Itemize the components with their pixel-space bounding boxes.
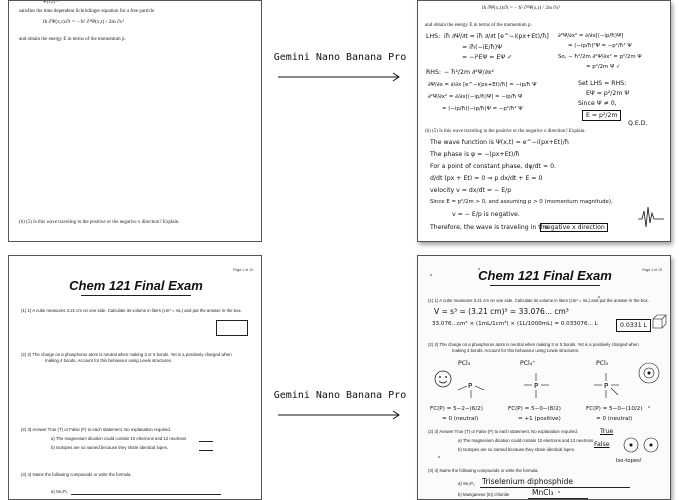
cube-sketch-icon bbox=[652, 314, 668, 330]
page-number: Page 1 of 13 bbox=[233, 268, 253, 272]
question-3b: b) Isotopes are so named because they share identical lopes. bbox=[458, 447, 576, 452]
physics-original-page bbox=[8, 0, 262, 242]
answer-blank-3b[interactable] bbox=[199, 450, 213, 451]
question-2-line-1: (2) 2) The charge on a phosphorus atom is neutral when making 3 or 5 bonds. Yet is a positively charged when bbox=[21, 352, 232, 357]
signature-scribble-icon bbox=[636, 201, 666, 231]
svg-text:P: P bbox=[534, 382, 539, 390]
isotope-note: Iso-topes! bbox=[616, 458, 642, 464]
answer-line-5: velocity v = dx/dt = − E/p bbox=[430, 187, 512, 194]
instruction-text-2: and obtain the energy E in terms of the momentum p. bbox=[19, 37, 126, 42]
lewis-label-pcl5: PCl₅ bbox=[596, 360, 609, 367]
question-4: (3) 4) Name the following compounds or write the formula. bbox=[428, 468, 539, 473]
rhs-line-2: ∂Ψ/∂x = ∂/∂x [e^−i(px+Et)/ħ] = −ip/ħ Ψ bbox=[428, 82, 537, 88]
question-2-line-2: making 4 bonds. Account for this behaviour using Lewis structures. bbox=[452, 348, 580, 353]
answer-line-2: The phase is φ = −(px+Et)/ħ bbox=[430, 151, 520, 158]
lhs-line-3: = −i²EΨ = EΨ ✓ bbox=[462, 54, 513, 61]
conversion-line: 33.076...cm³ × (1mL/1cm³) × (1L/1000mL) = 0.033076... L bbox=[432, 321, 598, 327]
question-1: (1) 1) A cube measures 3.21 cm on one side. Calculate its volume in liters (cm³ = mL) and put the answer in the box. bbox=[428, 298, 649, 303]
transform-arrow-bottom bbox=[270, 390, 410, 430]
answer-false: False bbox=[594, 441, 610, 448]
right-arrow-icon bbox=[278, 72, 403, 82]
qed-mark: Q.E.D. bbox=[628, 120, 648, 127]
rhs-line-3: ∂²Ψ/∂x² = ∂/∂x[(−ip/ħ)Ψ] = −ip/ħ Ψ bbox=[428, 94, 523, 100]
isotope-sketch-icon bbox=[622, 436, 662, 454]
question-3: (2) 3) Answer True (T) or False (F) to each statement. No explanation required. bbox=[21, 427, 171, 432]
right-line-3: So, − ħ²/2m ∂²Ψ/∂x² = p²/2m Ψ bbox=[558, 54, 642, 60]
right-line-2: = (−ip/ħ)²Ψ = −p²/ħ² Ψ bbox=[568, 43, 632, 49]
fc-pcl4-result: = +1 (positive) bbox=[518, 416, 561, 422]
question-b: (b) (5) Is this wave traveling in the positive or the negative x direction? Explain. bbox=[425, 129, 586, 134]
fc-pcl3: FC(P) = 5−2−(6/2) bbox=[430, 406, 483, 412]
question-4: (3) 4) Name the following compounds or write the formula. bbox=[21, 472, 132, 477]
instruction-text: satisfies the time dependent Schrödinger equation for a free particle bbox=[19, 9, 155, 14]
fc-pcl5: FC(P) = 5−0−(10/2) bbox=[586, 406, 643, 412]
page-number: Page 1 of 13 bbox=[642, 268, 662, 272]
boxed-volume-answer: 0.0331 L bbox=[616, 319, 651, 332]
question-4a: a) Se₂P₃ bbox=[51, 489, 68, 494]
answer-line-4: d/dt (px + Et) = 0 ⇒ p dx/dt + E = 0 bbox=[430, 175, 543, 182]
schrodinger-equation: iħ ∂Ψ(x,t)/∂t = − ħ² ∂²Ψ(x,t) / 2m ∂x² bbox=[482, 5, 561, 11]
question-3a: a) The magnesium dication could contain 10 electrons and 12 neutrons bbox=[458, 438, 594, 443]
question-3a: a) The magnesium dication could contain 10 electrons and 12 neutrons bbox=[51, 436, 187, 441]
instruction-text: and obtain the energy E in terms of the momentum p. bbox=[425, 23, 532, 28]
answer-4b: MnCl₃ bbox=[532, 488, 554, 497]
right-line-4: = p²/2m Ψ ✓ bbox=[586, 64, 621, 70]
lewis-label-pcl4: PCl₄⁺ bbox=[520, 360, 536, 367]
answer-line-1: The wave function is Ψ(x,t) = e^−i(px+Et)/ħ bbox=[430, 139, 570, 146]
answer-line-7: v = − E/p is negative. bbox=[452, 211, 520, 218]
answer-line-4a bbox=[480, 487, 630, 488]
schrodinger-equation: iħ ∂Ψ(x,t)/∂t = − ħ² ∂²Ψ(x,t) / 2m ∂x² bbox=[43, 19, 125, 25]
chem-original-page bbox=[8, 255, 262, 500]
rhs-line-1: − ħ²/2m ∂²Ψ/∂x² bbox=[444, 69, 494, 76]
question-3: (2) 3) Answer True (T) or False (F) to each statement. No explanation required. bbox=[428, 429, 578, 434]
title-underline bbox=[490, 285, 600, 286]
question-b: (b) (5) Is this wave traveling in the positive or the negative x direction? Explain. bbox=[19, 220, 180, 225]
atom-sketch-icon bbox=[636, 360, 662, 386]
question-4b-label: b) Manganese (III) chloride bbox=[458, 492, 510, 497]
right-line-6: EΨ = p²/2m Ψ bbox=[586, 90, 630, 97]
question-2-line-2: making 4 bonds. Account for this behaviour using Lewis structures. bbox=[45, 358, 173, 363]
answer-4a: Triselenium diphosphide bbox=[482, 477, 573, 486]
boxed-energy-answer: E = p²/2m bbox=[582, 110, 621, 121]
lhs-line-2: = iħ(−iE/ħ)Ψ bbox=[462, 44, 503, 51]
boxed-direction-answer: negative x direction bbox=[540, 223, 608, 232]
smiley-face-icon bbox=[432, 368, 454, 390]
lhs-label: LHS: bbox=[426, 33, 441, 40]
answer-line-3: For a point of constant phase, dφ/dt = 0. bbox=[430, 163, 557, 170]
right-line-1: ∂²Ψ/∂x² = ∂/∂x[(−ip/ħ)Ψ] bbox=[558, 33, 624, 39]
answer-line-8: Therefore, the wave is traveling in the bbox=[430, 224, 549, 231]
svg-text:P: P bbox=[468, 382, 473, 390]
question-2-line-1: (2) 2) The charge on a phosphorus atom is neutral when making 3 or 5 bonds. Yet is a positively charged when bbox=[428, 342, 639, 347]
rhs-label: RHS: bbox=[426, 69, 441, 76]
lewis-structures-sketch bbox=[454, 368, 654, 402]
answer-line-4b bbox=[528, 498, 588, 499]
fc-pcl4: FC(P) = 5−0−(8/2) bbox=[508, 406, 561, 412]
answer-blank-3a[interactable] bbox=[199, 441, 213, 442]
answer-line-4a[interactable] bbox=[71, 494, 221, 495]
svg-text:P: P bbox=[604, 382, 609, 390]
question-1: (1) 1) A cube measures 3.21 cm on one side. Calculate its volume in liters (cm³ = mL) and put the answer in the box. bbox=[21, 308, 242, 313]
title-underline bbox=[81, 295, 191, 296]
right-line-7: Since Ψ ≠ 0, bbox=[578, 100, 617, 107]
answer-true: True bbox=[600, 428, 614, 435]
model-label-top: Gemini Nano Banana Pro bbox=[273, 52, 407, 63]
question-3b: b) Isotopes are so named because they share identical lopes. bbox=[51, 445, 169, 450]
lhs-line-1: iħ ∂Ψ/∂t = iħ ∂/∂t [e^−i(px+Et)/ħ] bbox=[444, 33, 549, 40]
rhs-line-4: = (−ip/ħ)(−ip/ħ)Ψ = −p²/ħ² Ψ bbox=[442, 106, 523, 112]
answer-box[interactable] bbox=[216, 320, 248, 336]
answer-line-6: Since E = p²/2m > 0, and assuming p > 0 (momentum magnitude), bbox=[430, 199, 613, 205]
fc-pcl5-result: = 0 (neutral) bbox=[596, 416, 633, 422]
chem-solved-page bbox=[417, 255, 671, 500]
exam-title: Chem 121 Final Exam bbox=[478, 268, 612, 283]
question-4a-label: a) Se₂P₃ bbox=[458, 481, 475, 486]
volume-line: V = s³ = (3.21 cm)³ = 33.076... cm³ bbox=[434, 307, 569, 316]
fc-pcl3-result: = 0 (neutral) bbox=[442, 416, 479, 422]
physics-solved-page bbox=[417, 0, 671, 242]
right-arrow-icon bbox=[278, 410, 403, 420]
psi-definition: Ψ(x,t) = bbox=[43, 0, 60, 5]
transform-arrow-top bbox=[270, 52, 410, 92]
lewis-label-pcl3: PCl₃ bbox=[458, 360, 471, 367]
right-line-5: Set LHS = RHS: bbox=[578, 80, 627, 87]
model-label-bottom: Gemini Nano Banana Pro bbox=[273, 390, 407, 401]
exam-title: Chem 121 Final Exam bbox=[69, 278, 203, 293]
